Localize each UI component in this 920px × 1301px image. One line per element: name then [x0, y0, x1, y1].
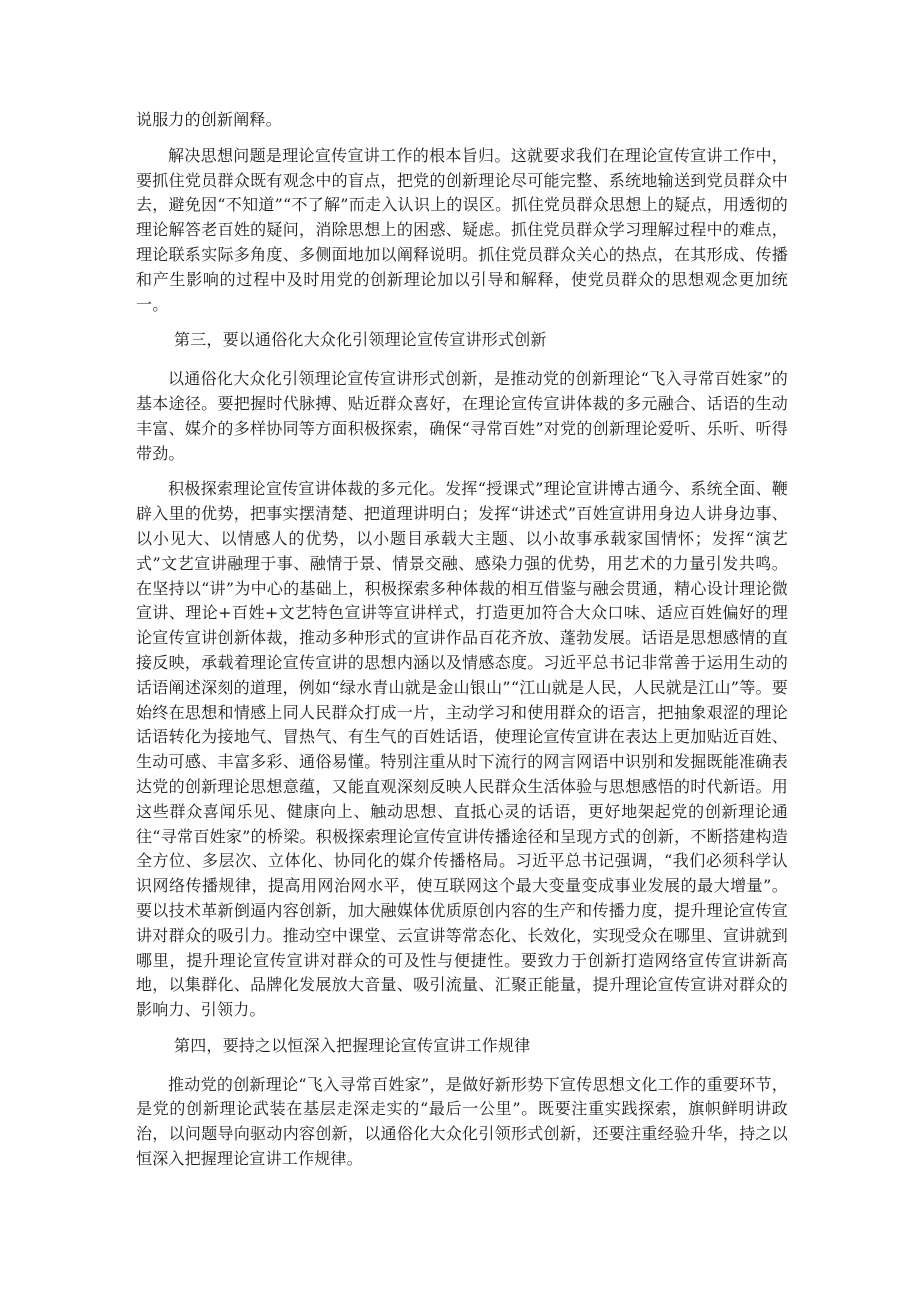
- paragraph-ideological-problems: 解决思想问题是理论宣传宣讲工作的根本旨归。这就要求我们在理论宣传宣讲工作中，要抓住党员群众既有观念中的盲点，把党的创新理论尽可能完整、系统地输送到党员群众中去，避免因“不知道”“不了解”而走入认识上的误区。抓住党员群众思想上的疑点，用透彻的理论解答老百姓的疑问，消除思想上的困惑、疑虑。抓住党员群众学习理解过程中的难点，理论联系实际多角度、多侧面地加以阐释说明。抓住党员群众关心的热点，在其形成、传播和产生影响的过程中及时用党的创新理论加以引导和解释，使党员群众的思想观念更加统一。: [136, 145, 788, 314]
- section-heading-third: 第三，要以通俗化大众化引领理论宣传宣讲形式创新: [174, 330, 547, 350]
- paragraph-continuation: 说服力的创新阐释。: [136, 110, 282, 129]
- paragraph-form-innovation-intro: 以通俗化大众化引领理论宣传宣讲形式创新，是推动党的创新理论“飞入寻常百姓家”的基本途径。要把握时代脉搏、贴近群众喜好，在理论宣传宣讲体裁的多元融合、话语的生动丰富、媒介的多样协同等方面积极探索，确保“寻常百姓”对党的创新理论爱听、乐听、听得带劲。: [136, 369, 788, 463]
- paragraph-work-rules: 推动党的创新理论“飞入寻常百姓家”，是做好新形势下宣传思想文化工作的重要环节，是党的创新理论武装在基层走深走实的“最后一公里”。既要注重实践探索，旗帜鲜明讲政治，以问题导向驱动内容创新，以通俗化大众化引领形式创新，还要注重经验升华，持之以恒深入把握理论宣讲工作规律。: [136, 1074, 788, 1169]
- section-heading-fourth: 第四，要持之以恒深入把握理论宣传宣讲工作规律: [174, 1035, 531, 1055]
- paragraph-form-innovation-detail: 积极探索理论宣传宣讲体裁的多元化。发挥“授课式”理论宣讲博古通今、系统全面、鞭辟入里的优势，把事实摆清楚、把道理讲明白；发挥“讲述式”百姓宣讲用身边人讲身边事、以小见大、以情感人的优势，以小题目承载大主题、以小故事承载家国情怀；发挥“演艺式”文艺宣讲融理于事、融情于景、情景交融、感染力强的优势，用艺术的力量引发共鸣。在坚持以“讲”为中心的基础上，积极探索多种体裁的相互借鉴与融会贯通，精心设计理论微宣讲、理论+百姓+文艺特色宣讲等宣讲样式，打造更加符合大众口味、适应百姓偏好的理论宣传宣讲创新体裁，推动多种形式的宣讲作品百花齐放、蓬勃发展。话语是思想感情的直接反映，承载着理论宣传宣讲的思想内涵以及情感态度。习近平总书记非常善于运用生动的话语阐述深刻的道理，例如“绿水青山就是金山银山”“江山就是人民，人民就是江山”等。要始终在思想和情感上同人民群众打成一片，主动学习和使用群众的语言，把抽象艰涩的理论话语转化为接地气、冒热气、有生气的百姓话语，使理论宣传宣讲在表达上更加贴近百姓、生动可感、丰富多彩、通俗易懂。特别注重从时下流行的网言网语中识别和发掘既能准确表达党的创新理论思想意蕴，又能直观深刻反映人民群众生活体验与思想感悟的时代新语。用这些群众喜闻乐见、健康向上、触动思想、直抵心灵的话语，更好地架起党的创新理论通往“寻常百姓家”的桥梁。积极探索理论宣传宣讲传播途径和呈现方式的创新，不断搭建构造全方位、多层次、立体化、协同化的媒介传播格局。习近平总书记强调，“我们必须科学认识网络传播规律，提高用网治网水平，使互联网这个最大变量变成事业发展的最大增量”。要以技术革新倒逼内容创新，加大融媒体优质原创内容的生产和传播力度，提升理论宣传宣讲对群众的吸引力。推动空中课堂、云宣讲等常态化、长效化，实现受众在哪里、宣讲就到哪里，提升理论宣传宣讲对群众的可及性与便捷性。要致力于创新打造网络宣传宣讲新高地，以集群化、品牌化发展放大音量、吸引流量、汇聚正能量，提升理论宣传宣讲对群众的影响力、引领力。: [136, 479, 788, 1020]
- document-page: [136, 108, 788, 1183]
